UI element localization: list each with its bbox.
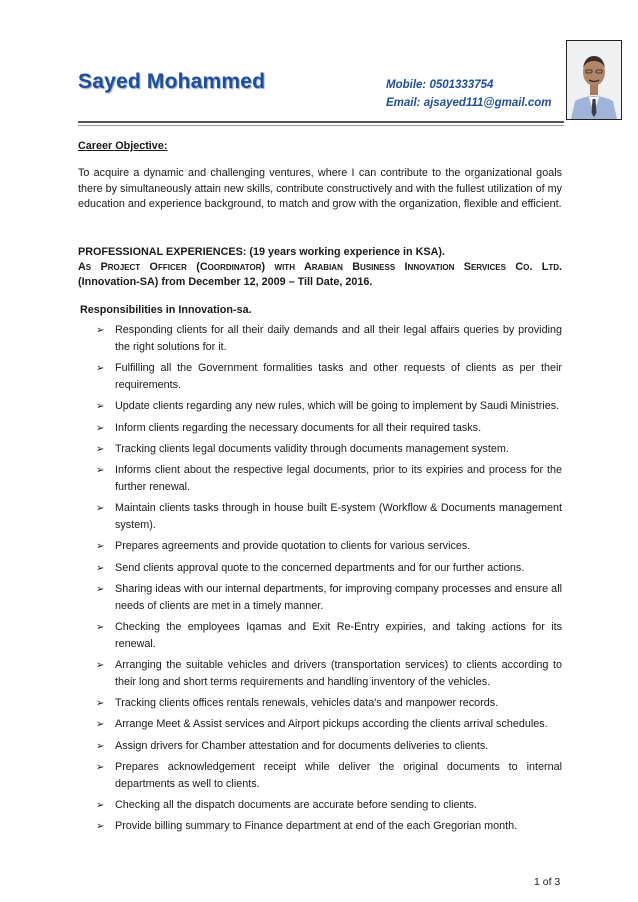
- mobile-number: Mobile: 0501333754: [386, 79, 494, 91]
- list-item: [96, 581, 562, 615]
- list-item-text: Arranging the suitable vehicles and drivers (transportation services) to clients according to their long and short terms requirements and handling inventory of the vehicles.: [115, 659, 562, 689]
- list-item: [96, 538, 562, 555]
- list-item: [96, 500, 562, 534]
- arrowhead-bullet-icon: ➢: [96, 401, 105, 413]
- list-item: [96, 695, 562, 712]
- page-number: 1 of 3: [534, 876, 561, 888]
- list-item: [96, 441, 562, 458]
- list-item: [96, 738, 562, 755]
- list-item: [96, 797, 562, 814]
- responsibilities-list: [96, 322, 562, 839]
- list-item: [96, 560, 562, 577]
- list-item-text: Tracking clients offices rentals renewals, vehicles data's and manpower records.: [115, 697, 499, 710]
- arrowhead-bullet-icon: ➢: [96, 464, 105, 476]
- career-objective-heading: Career Objective:: [78, 140, 168, 152]
- list-item: [96, 716, 562, 733]
- list-item: [96, 759, 562, 793]
- arrowhead-bullet-icon: ➢: [96, 698, 105, 710]
- arrowhead-bullet-icon: ➢: [96, 363, 105, 375]
- experience-role: As Project Officer (Coordinator) with Arabian Business Innovation Services Co. Ltd.: [78, 261, 562, 273]
- list-item-text: Prepares agreements and provide quotation to clients for various services.: [115, 540, 471, 553]
- arrowhead-bullet-icon: ➢: [96, 821, 105, 833]
- list-item-text: Informs client about the respective legal documents, prior to its expiries and process for the further renewal.: [115, 463, 562, 493]
- list-item-text: Responding clients for all their daily demands and all their legal affairs queries by providing the right solutions for it.: [115, 324, 562, 353]
- list-item-text: Arrange Meet & Assist services and Airport pickups according the clients arrival schedules.: [115, 718, 548, 731]
- list-item: [96, 420, 562, 437]
- candidate-name: Sayed Mohammed: [78, 70, 266, 93]
- list-item-text: Checking the employees Iqamas and Exit Re-Entry expiries, and taking actions for its renewal.: [115, 620, 562, 650]
- list-item: [96, 818, 562, 835]
- list-item-text: Fulfilling all the Government formalities tasks and other requests of clients as per their requirements.: [115, 362, 562, 392]
- arrowhead-bullet-icon: ➢: [96, 541, 105, 553]
- list-item-text: Checking all the dispatch documents are accurate before sending to clients.: [115, 799, 477, 811]
- list-item-text: Prepares acknowledgement receipt while deliver the original documents to internal departments as well to clients.: [115, 760, 562, 790]
- list-item: [96, 657, 562, 691]
- arrowhead-bullet-icon: ➢: [96, 761, 105, 773]
- email-address: Email: ajsayed111@gmail.com: [386, 97, 552, 109]
- arrowhead-bullet-icon: ➢: [96, 583, 105, 595]
- responsibilities-heading: Responsibilities in Innovation-sa.: [80, 304, 252, 316]
- arrowhead-bullet-icon: ➢: [96, 562, 105, 574]
- arrowhead-bullet-icon: ➢: [96, 800, 105, 811]
- arrowhead-bullet-icon: ➢: [96, 719, 105, 731]
- arrowhead-bullet-icon: ➢: [96, 621, 105, 633]
- list-item: [96, 398, 562, 415]
- profile-photo: [566, 40, 622, 120]
- list-item-text: Inform clients regarding the necessary documents for all their required tasks.: [115, 421, 482, 434]
- arrowhead-bullet-icon: ➢: [96, 443, 105, 455]
- list-item-text: Sharing ideas with our internal departments, for improving company processes and ensure all needs of clients are met in a timely manner.: [115, 582, 562, 612]
- list-item: [96, 322, 562, 356]
- arrowhead-bullet-icon: ➢: [96, 740, 105, 752]
- arrowhead-bullet-icon: ➢: [96, 422, 105, 434]
- career-objective-text: To acquire a dynamic and challenging ventures, where I can contribute to the organizational goals there by simultaneously attain new skills, contribute constructively and with the fullest utilization of my education and experience background, to match and grow with the organization, flexible and efficient.: [78, 167, 562, 210]
- list-item-text: Assign drivers for Chamber attestation and for documents deliveries to clients.: [115, 739, 489, 752]
- header-divider-thin: [78, 125, 564, 126]
- arrowhead-bullet-icon: ➢: [96, 660, 105, 672]
- experience-heading: PROFESSIONAL EXPERIENCES: (19 years working experience in KSA).: [78, 246, 446, 258]
- list-item: [96, 462, 562, 496]
- profile-photo-illustration: [567, 41, 621, 119]
- list-item: [96, 360, 562, 394]
- experience-dates: (Innovation-SA) from December 12, 2009 – Till Date, 2016.: [78, 276, 373, 288]
- list-item-text: Tracking clients legal documents validity through documents management system.: [115, 442, 509, 455]
- list-item: [96, 619, 562, 653]
- arrowhead-bullet-icon: ➢: [96, 325, 105, 336]
- list-item-text: Update clients regarding any new rules, which will be going to implement by Saudi Ministries.: [115, 400, 560, 413]
- list-item-text: Provide billing summary to Finance department at end of the each Gregorian month.: [115, 820, 518, 833]
- header-divider: [78, 121, 564, 123]
- arrowhead-bullet-icon: ➢: [96, 503, 105, 515]
- list-item-text: Maintain clients tasks through in house built E-system (Workflow & Documents management system).: [115, 502, 562, 532]
- list-item-text: Send clients approval quote to the concerned departments and for our further actions.: [115, 561, 525, 574]
